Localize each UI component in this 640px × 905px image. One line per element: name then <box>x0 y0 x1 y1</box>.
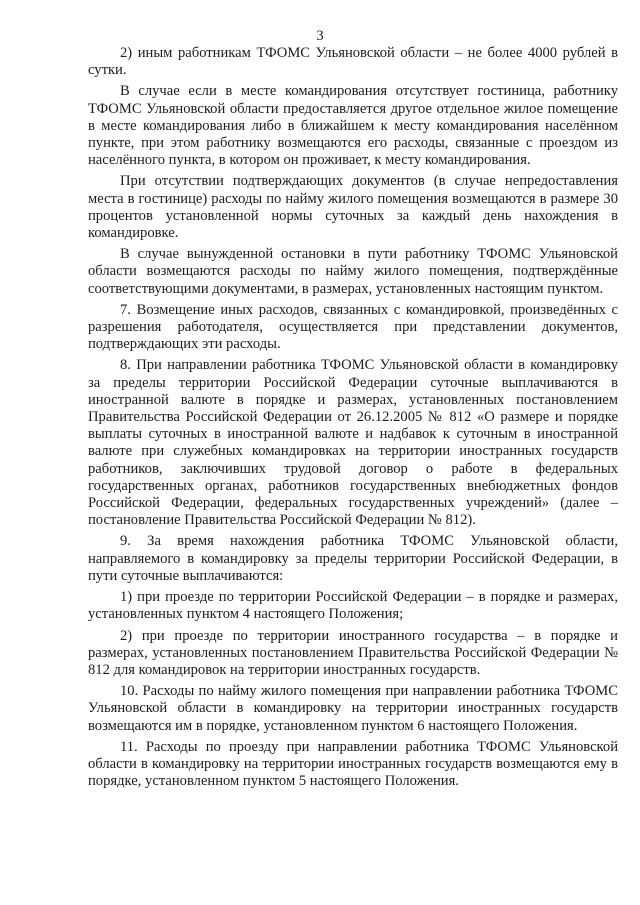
paragraph-point-9-subpoint-2: 2) при проезде по территории иностранного государства – в порядке и размерах, установленных постановлением Правительства Российской Федерации № 812 для командировок на территории иностранных государств. <box>88 627 618 678</box>
paragraph-subpoint-2-other-workers: 2) иным работникам ТФОМС Ульяновской области – не более 4000 рублей в сутки. <box>88 45 618 79</box>
paragraph-point-9-subpoint-1: 1) при проезде по территории Российской Федерации – в порядке и размерах, установленных пунктом 4 настоящего Положения; <box>88 589 618 623</box>
paragraph-point-10: 10. Расходы по найму жилого помещения при направлении работника ТФОМС Ульяновской области в командировку на территории иностранных государств возмещаются им в порядке, установленном пунктом 6 настоящего Положения. <box>88 683 618 734</box>
paragraph-no-documents: При отсутствии подтверждающих документов (в случае непредоставления места в гостинице) расходы по найму жилого помещения возмещаются в размере 30 процентов установленной нормы суточных за каждый день нахождения в командировке. <box>88 173 618 242</box>
paragraph-point-7: 7. Возмещение иных расходов, связанных с командировкой, произведённых с разрешения работодателя, осуществляется при представлении документов, подтверждающих эти расходы. <box>88 301 618 353</box>
paragraph-point-8: 8. При направлении работника ТФОМС Ульяновской области в командировку за пределы территории Российской Федерации суточные выплачиваются в иностранной валюте в порядке и размерах, установленных постановлением Правительства Российской Федерации от 26.12.2005 № 812 «О размере и порядке выплаты суточных в иностранной валюте и надбавок к суточным в иностранной валюте при служебных командировках на территории иностранных государств работников, заключивших трудовой договор о работе в федеральных государственных органах, работников государственных внебюджетных фондов Российской Федерации, федеральных государственных учреждений» (далее – постановление Правительства Российской Федерации № 812). <box>88 357 618 529</box>
document-body <box>88 45 618 790</box>
page-number: 3 <box>316 28 324 44</box>
paragraph-no-hotel: В случае если в месте командирования отсутствует гостиница, работнику ТФОМС Ульяновской области предоставляется другое отдельное жилое помещение в месте командирования либо в ближайшем к месту командирования населённом пункте, при этом работнику возмещаются его расходы, связанные с проездом из населённого пункта, в котором он проживает, к месту командирования. <box>88 83 618 169</box>
paragraph-point-11: 11. Расходы по проезду при направлении работника ТФОМС Ульяновской области в командировку на территории иностранных государств возмещаются ему в порядке, установленном пунктом 5 настоящего Положения. <box>88 738 618 790</box>
paragraph-forced-stop: В случае вынужденной остановки в пути работнику ТФОМС Ульяновской области возмещаются расходы по найму жилого помещения, подтверждённые соответствующими документами, в размерах, установленных настоящим пунктом. <box>88 246 618 297</box>
paragraph-point-9: 9. За время нахождения работника ТФОМС Ульяновской области, направляемого в командировку за пределы территории Российской Федерации, в пути суточные выплачиваются: <box>88 533 618 584</box>
